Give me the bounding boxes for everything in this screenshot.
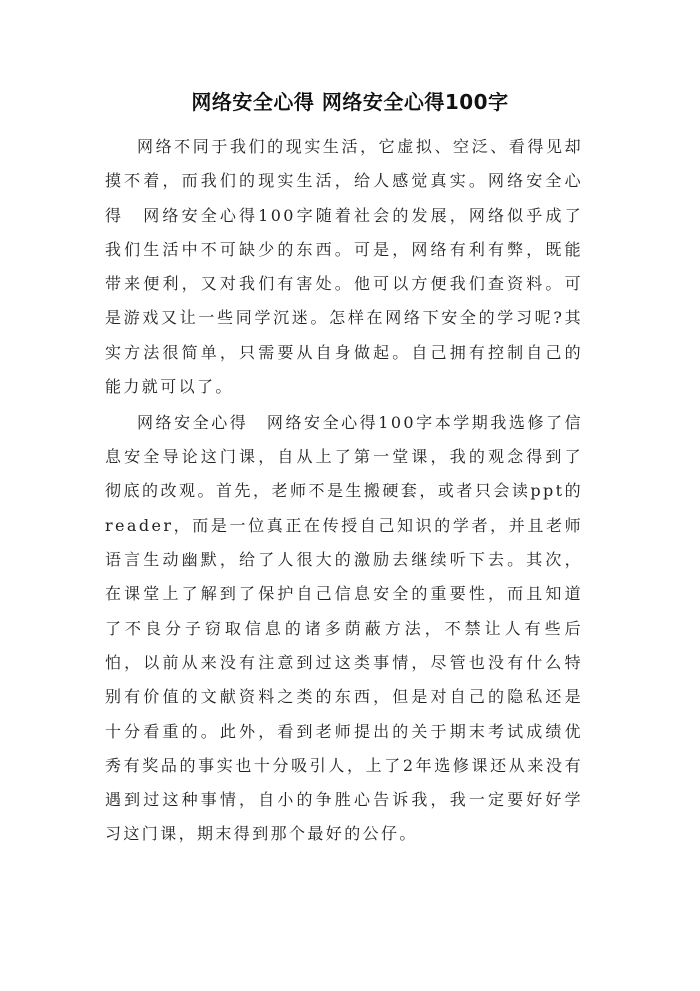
document-title: 网络安全心得 网络安全心得100字: [191, 90, 509, 114]
paragraph-2: 网络安全心得 网络安全心得100字本学期我选修了信息安全导论这门课，自从上了第一堂课，我的观念得到了彻底的改观。首先，老师不是生搬硬套，或者只会读ppt的reader，而是一位真正在传授自己知识的学者，并且老师语言生动幽默，给了人很大的激励去继续听下去。其次，在课堂上了解到了保护自己信息安全的重要性，而且知道了不良分子窃取信息的诸多荫蔽方法，不禁让人有些后怕，以前从来没有注意到过这类事情，尽管也没有什么特别有价值的文献资料之类的东西，但是对自己的隐私还是十分看重的。此外，看到老师提出的关于期末考试成绩优秀有奖品的事实也十分吸引人，上了2年选修课还从来没有遇到过这种事情，自小的争胜心告诉我，我一定要好好学习这门课，期末得到那个最好的公仔。: [105, 412, 583, 844]
paragraph-1: 网络不同于我们的现实生活，它虚拟、空泛、看得见却摸不着，而我们的现实生活，给人感觉真实。网络安全心得 网络安全心得100字随着社会的发展，网络似乎成了我们生活中不可缺少的东西。可是，网络有利有弊，既能带来便利，又对我们有害处。他可以方便我们查资料。可是游戏又让一些同学沉迷。怎样在网络下安全的学习呢?其实方法很简单，只需要从自身做起。自己拥有控制自己的能力就可以了。: [105, 137, 583, 397]
document-body: [105, 130, 583, 852]
